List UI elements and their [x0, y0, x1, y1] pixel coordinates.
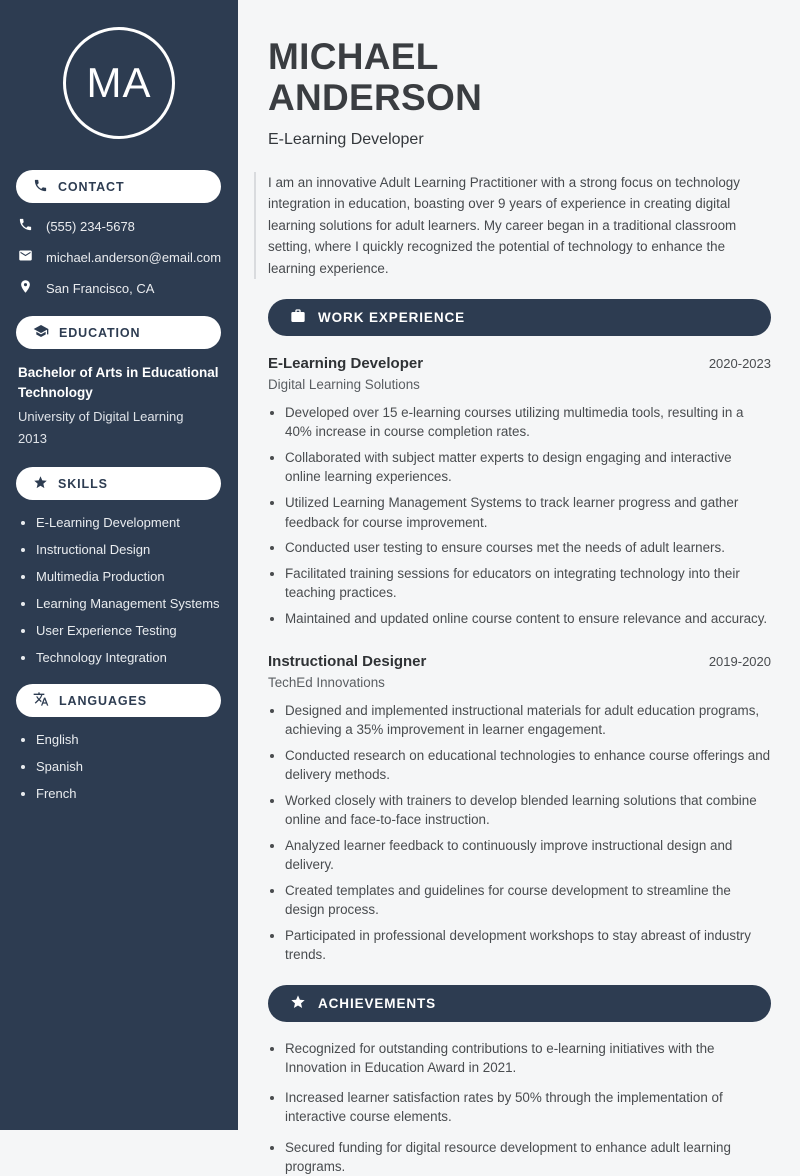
avatar-initials: MA [86, 59, 152, 106]
education-section-header [16, 316, 221, 349]
language-item: • Spanish [36, 759, 228, 774]
contact-location-value: San Francisco, CA [46, 280, 155, 296]
job-title: Instructional Designer [268, 652, 427, 670]
job-header [268, 355, 771, 372]
achievements-section-title: ACHIEVEMENTS [318, 995, 437, 1011]
languages-section-title: LANGUAGES [59, 693, 147, 708]
job-company: TechEd Innovations [268, 674, 385, 690]
job-bullet: • Created templates and guidelines for course development to streamline the design process. [285, 881, 771, 920]
contact-email [0, 248, 238, 266]
phone-icon [18, 217, 33, 235]
work-experience-section-header [268, 299, 771, 336]
job-bullet: • Collaborated with subject matter experts to design engaging and interactive online learning experiences. [285, 448, 771, 487]
job-entry [268, 355, 771, 628]
job-entry [268, 653, 771, 965]
job-bullet: • Analyzed learner feedback to continuously improve instructional design and delivery. [285, 836, 771, 875]
language-item: • French [36, 786, 228, 801]
achievements-list [268, 1039, 771, 1176]
translate-icon [33, 691, 49, 710]
work-experience-section-title: WORK EXPERIENCE [318, 310, 466, 326]
job-bullet: • Designed and implemented instructional materials for adult education programs, achieving a 35% improvement in learner engagement. [285, 701, 771, 740]
languages-section-header [16, 684, 221, 717]
location-pin-icon [18, 279, 33, 297]
profile-summary: I am an innovative Adult Learning Practitioner with a strong focus on technology integration in education, boasting over 9 years of experience in creating digital learning solutions for adult learners. My career began in a traditional classroom setting, where I quickly recognized the potential of technology to enhance the learning experience. [254, 172, 771, 279]
achievement-item: • Secured funding for digital resource development to enhance adult learning programs. [285, 1138, 771, 1176]
skill-item: • Instructional Design [36, 542, 228, 557]
job-dates: 2020-2023 [708, 356, 771, 372]
education-degree: Bachelor of Arts in Educational Technology [18, 365, 219, 401]
skills-section-header [16, 467, 221, 500]
main-content [238, 0, 800, 1175]
job-bullet: • Utilized Learning Management Systems to track learner progress and gather feedback for course improvement. [285, 493, 771, 532]
language-item: • English [36, 732, 228, 747]
contact-section-title: CONTACT [58, 179, 125, 194]
job-dates: 2019-2020 [708, 653, 771, 669]
skill-item: • E-Learning Development [36, 515, 228, 530]
job-header [268, 653, 771, 670]
skill-item: • Multimedia Production [36, 569, 228, 584]
job-bullet-list [268, 701, 771, 965]
job-bullet: • Worked closely with trainers to develop blended learning solutions that combine online and face-to-face instruction. [285, 791, 771, 830]
skills-section-title: SKILLS [58, 476, 108, 491]
star-icon [33, 475, 48, 493]
achievement-item: • Increased learner satisfaction rates by 50% through the implementation of interactive course elements. [285, 1088, 771, 1127]
contact-phone-value: (555) 234-5678 [46, 218, 135, 234]
contact-phone [0, 217, 238, 235]
skill-item: • User Experience Testing [36, 623, 228, 638]
job-title: E-Learning Developer [268, 355, 424, 373]
job-company: Digital Learning Solutions [268, 377, 420, 393]
education-year: 2013 [18, 431, 47, 447]
achievements-section-header [268, 985, 771, 1022]
page-title [268, 36, 771, 119]
contact-section-header [16, 170, 221, 203]
job-title-subtitle: E-Learning Developer [268, 130, 424, 148]
job-bullet: • Facilitated training sessions for educators on integrating technology into their teaching practices. [285, 564, 771, 603]
skill-item: • Learning Management Systems [36, 596, 228, 611]
job-bullet: • Developed over 15 e-learning courses utilizing multimedia tools, resulting in a 40% increase in course completion rates. [285, 403, 771, 442]
phone-icon [33, 178, 48, 196]
education-school: University of Digital Learning [18, 408, 184, 424]
briefcase-icon [290, 308, 306, 327]
contact-location [0, 279, 238, 297]
graduation-cap-icon [33, 323, 49, 342]
job-bullet-list [268, 403, 771, 628]
job-bullet: • Participated in professional development workshops to stay abreast of industry trends. [285, 926, 771, 965]
education-entry [0, 349, 238, 449]
last-name: ANDERSON [268, 77, 483, 119]
skill-item: • Technology Integration [36, 650, 228, 665]
job-bullet: • Conducted research on educational technologies to enhance course offerings and delivery methods. [285, 746, 771, 785]
education-section-title: EDUCATION [59, 325, 141, 340]
skills-list [22, 515, 228, 665]
achievement-item: • Recognized for outstanding contributions to e-learning initiatives with the Innovation in Education Award in 2021. [285, 1039, 771, 1078]
job-bullet: • Maintained and updated online course content to ensure relevance and accuracy. [285, 609, 771, 628]
first-name: MICHAEL [268, 36, 439, 77]
sidebar [0, 0, 238, 1130]
envelope-icon [18, 248, 33, 266]
star-icon [290, 994, 306, 1013]
contact-email-value: michael.anderson@email.com [46, 249, 222, 265]
languages-list [22, 732, 228, 801]
contact-list [0, 217, 238, 297]
job-bullet: • Conducted user testing to ensure courses met the needs of adult learners. [285, 538, 771, 557]
avatar [63, 27, 175, 139]
